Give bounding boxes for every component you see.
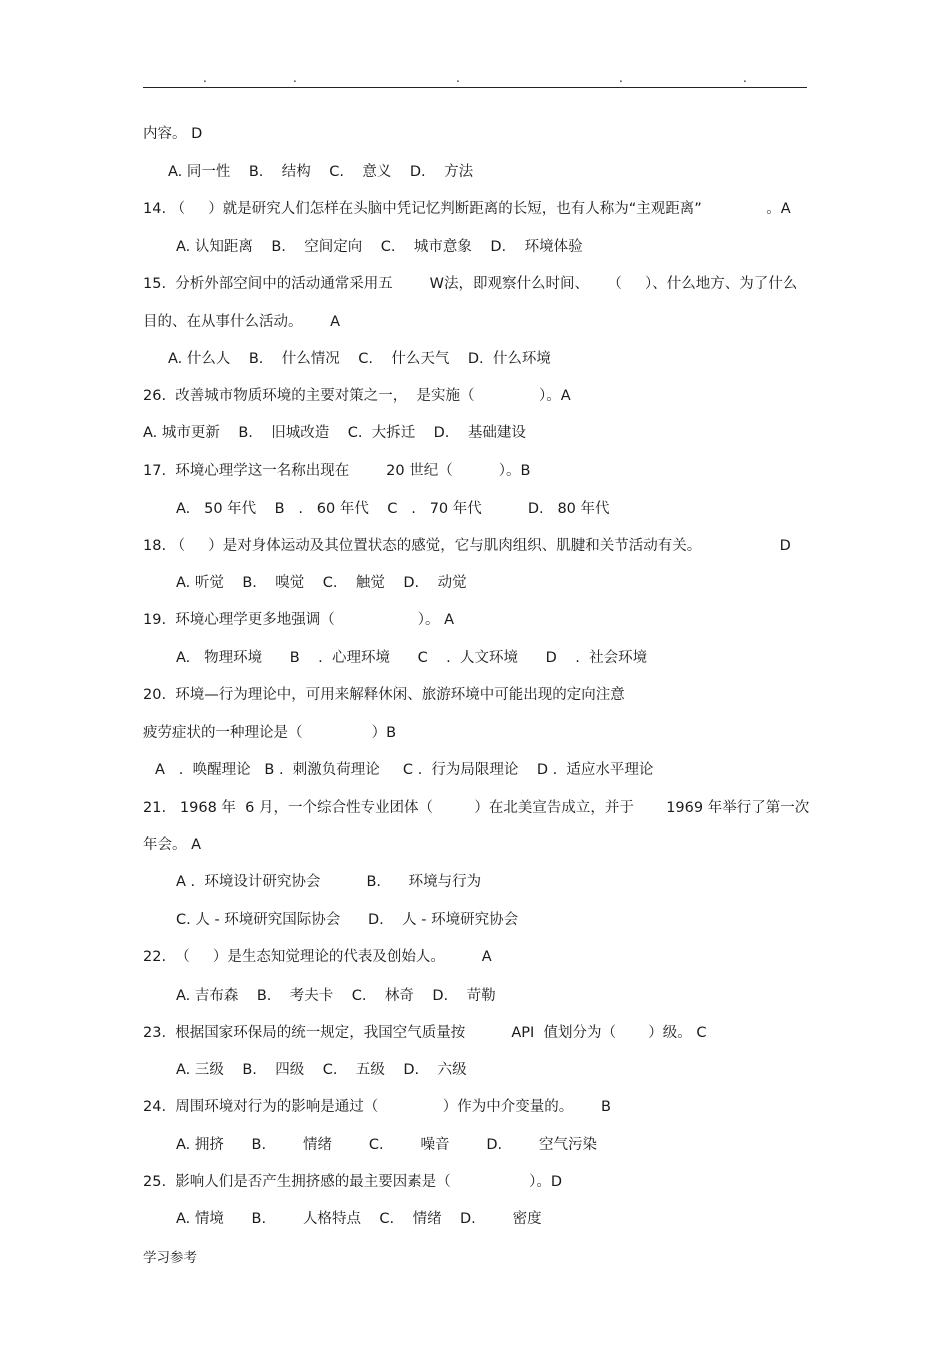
header-rule bbox=[143, 87, 807, 88]
question-20: 20. 环境—行为理论中，可用来解释休闲、旅游环境中可能出现的定向注意 bbox=[143, 687, 625, 703]
answer-options: A. 认知距离 B. 空间定向 C. 城市意象 D. 环境体验 bbox=[176, 239, 583, 255]
answer-options: A. 同一性 B. 结构 C. 意义 D. 方法 bbox=[168, 164, 474, 180]
answer-options: A. 吉布森 B. 考夫卡 C. 林奇 D. 苛勒 bbox=[176, 988, 496, 1004]
question-15: 15. 分析外部空间中的活动通常采用五 W法，即观察什么时间、 （ ）、什么地方、为了什么 bbox=[143, 276, 798, 292]
text-line: 内容。 D bbox=[143, 126, 203, 142]
question-22: 22. （ ）是生态知觉理论的代表及创始人。 A bbox=[143, 949, 492, 965]
answer-options: A. 物理环境 B . 心理环境 C . 人文环境 D . 社会环境 bbox=[176, 650, 648, 666]
text-line: 目的、在从事什么活动。 A bbox=[143, 314, 341, 330]
question-23: 23. 根据国家环保局的统一规定，我国空气质量按 API 值划分为（ ）级。 C bbox=[143, 1025, 707, 1041]
header-dot: . bbox=[293, 71, 297, 85]
question-26: 26. 改善城市物质环境的主要对策之一， 是实施（ ）。A bbox=[143, 388, 571, 404]
answer-options: A. 城市更新 B. 旧城改造 C. 大拆迁 D. 基础建设 bbox=[143, 425, 526, 441]
text-line: 年会。 A bbox=[143, 837, 202, 853]
question-18: 18. （ ）是对身体运动及其位置状态的感觉，它与肌肉组织、肌腱和关节活动有关。 D bbox=[143, 538, 791, 554]
answer-options: A. 什么人 B. 什么情况 C. 什么天气 D. 什么环境 bbox=[168, 351, 551, 367]
answer-options: A. 听觉 B. 嗅觉 C. 触觉 D. 动觉 bbox=[176, 575, 467, 591]
answer-options: A. 情境 B. 人格特点 C. 情绪 D. 密度 bbox=[176, 1211, 542, 1227]
answer-options: A . 唤醒理论 B . 刺激负荷理论 C . 行为局限理论 D . 适应水平理论 bbox=[155, 762, 654, 778]
header-dot: . bbox=[456, 71, 460, 85]
question-25: 25. 影响人们是否产生拥挤感的最主要因素是（ ）。D bbox=[143, 1174, 563, 1190]
answer-options: A. 三级 B. 四级 C. 五级 D. 六级 bbox=[176, 1062, 467, 1078]
question-19: 19. 环境心理学更多地强调（ ）。 A bbox=[143, 612, 455, 628]
header-dot: . bbox=[203, 71, 207, 85]
question-14: 14. （ ）就是研究人们怎样在头脑中凭记忆判断距离的长短，也有人称为“主观距离” 。A bbox=[143, 201, 791, 217]
header-dot: . bbox=[619, 71, 623, 85]
header-dot: . bbox=[743, 71, 747, 85]
answer-options: A. 50 年代 B . 60 年代 C . 70 年代 D. 80 年代 bbox=[176, 501, 610, 517]
answer-options: A. 拥挤 B. 情绪 C. 噪音 D. 空气污染 bbox=[176, 1137, 597, 1153]
answer-options: A . 环境设计研究协会 B. 环境与行为 bbox=[176, 874, 482, 890]
footer-label: 学习参考 bbox=[143, 1250, 197, 1266]
question-24: 24. 周围环境对行为的影响是通过（ ）作为中介变量的。 B bbox=[143, 1099, 611, 1115]
text-line: 疲劳症状的一种理论是（ ）B bbox=[143, 725, 397, 741]
question-17: 17. 环境心理学这一名称出现在 20 世纪（ ）。B bbox=[143, 463, 531, 479]
question-21: 21. 1968 年 6 月，一个综合性专业团体（ ）在北美宣告成立，并于 1969 年举行了第一次 bbox=[143, 800, 810, 816]
answer-options: C. 人 - 环境研究国际协会 D. 人 - 环境研究协会 bbox=[176, 912, 519, 928]
